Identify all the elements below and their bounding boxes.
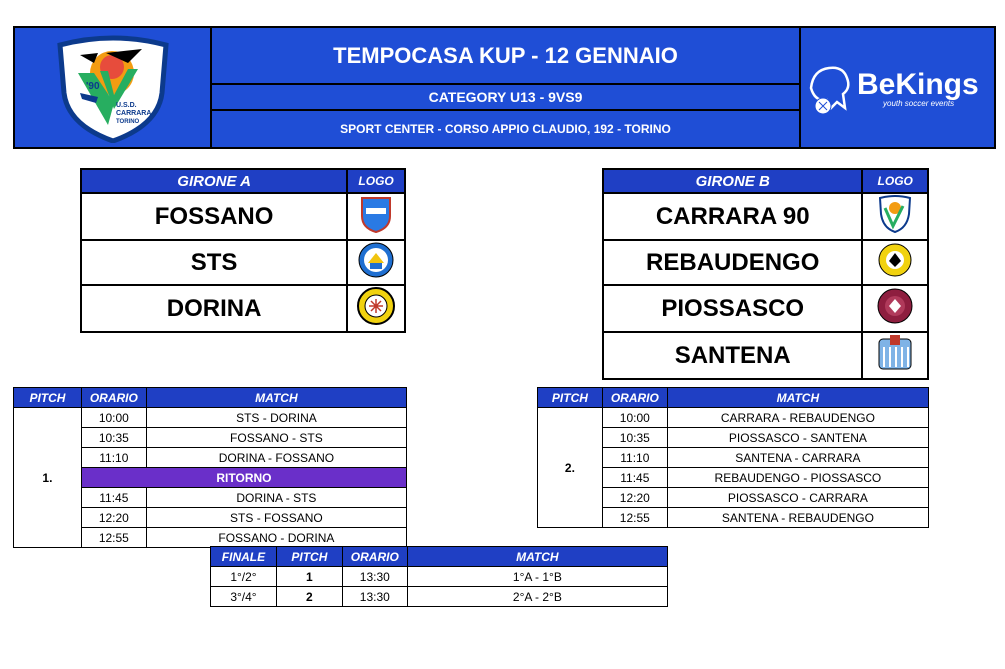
match-time: 10:00 [602,408,667,428]
match-row [14,408,407,428]
col-time: ORARIO [81,388,146,408]
match-teams: CARRARA - REBAUDENGO [667,408,928,428]
group-b-row [603,240,928,285]
group-a-title: GIRONE A [81,169,347,193]
svg-text:'90: '90 [85,80,100,92]
event-header [13,26,996,149]
team-name: DORINA [81,285,347,332]
group-b-title: GIRONE B [603,169,862,193]
match-teams: FOSSANO - STS [146,428,406,448]
brand-logo [799,28,994,147]
team-name: REBAUDENGO [603,240,862,285]
group-a-row [81,240,405,285]
match-teams: SANTENA - REBAUDENGO [667,508,928,528]
match-teams: STS - FOSSANO [146,508,406,528]
final-time: 13:30 [342,567,407,587]
col-match: MATCH [146,388,406,408]
schedule-pitch-2-table [537,387,929,528]
final-match: 2°A - 2°B [407,587,667,607]
match-time: 11:45 [602,468,667,488]
group-b-table [602,168,929,380]
col-time: ORARIO [342,547,407,567]
match-teams: FOSSANO - DORINA [146,528,406,548]
group-b-row [603,193,928,240]
group-b-row [603,285,928,332]
pitch-number: 1. [14,408,82,548]
group-b-row [603,332,928,379]
bekings-lion-icon [803,58,993,118]
svg-text:CARRARA: CARRARA [115,109,151,117]
rebaudengo-crest-icon [862,240,928,285]
event-category: CATEGORY U13 - 9VS9 [212,85,799,111]
group-a-row [81,285,405,332]
match-time: 11:10 [602,448,667,468]
group-b-logo-header: LOGO [862,169,928,193]
group-a-logo-header: LOGO [347,169,405,193]
group-a-table [80,168,406,333]
match-time: 12:55 [81,528,146,548]
varano-academy-crest-icon [347,285,405,332]
team-name: PIOSSASCO [603,285,862,332]
team-name: CARRARA 90 [603,193,862,240]
match-time: 11:45 [81,488,146,508]
final-match: 1°A - 1°B [407,567,667,587]
team-name: STS [81,240,347,285]
match-time: 11:10 [81,448,146,468]
col-match: MATCH [667,388,928,408]
sts-crest-icon [347,240,405,285]
match-time: 10:35 [81,428,146,448]
final-row [211,587,668,607]
match-row [538,408,929,428]
match-time: 10:35 [602,428,667,448]
match-teams: SANTENA - CARRARA [667,448,928,468]
team-name: FOSSANO [81,193,347,240]
schedule-pitch-1-table [13,387,407,548]
match-time: 12:55 [602,508,667,528]
santena-crest-icon [862,332,928,379]
match-teams: STS - DORINA [146,408,406,428]
pitch-number: 2. [538,408,603,528]
match-time: 12:20 [602,488,667,508]
carrara-shield-icon [50,33,176,143]
team-name: SANTENA [603,332,862,379]
final-placement: 3°/4° [211,587,277,607]
col-match: MATCH [407,547,667,567]
match-teams: PIOSSASCO - SANTENA [667,428,928,448]
club-logo [15,28,212,147]
svg-text:BeKings: BeKings [856,67,979,101]
ritorno-label: RITORNO [81,468,406,488]
col-pitch: PITCH [276,547,342,567]
final-row [211,567,668,587]
match-teams: DORINA - STS [146,488,406,508]
col-final: FINALE [211,547,277,567]
match-teams: REBAUDENGO - PIOSSASCO [667,468,928,488]
match-teams: DORINA - FOSSANO [146,448,406,468]
final-placement: 1°/2° [211,567,277,587]
col-pitch: PITCH [538,388,603,408]
svg-text:youth soccer events: youth soccer events [882,98,954,108]
col-time: ORARIO [602,388,667,408]
final-pitch: 1 [276,567,342,587]
match-time: 12:20 [81,508,146,528]
event-venue: SPORT CENTER - CORSO APPIO CLAUDIO, 192 - TORINO [340,122,671,136]
group-a-row [81,193,405,240]
svg-text:TORINO: TORINO [115,118,139,125]
final-pitch: 2 [276,587,342,607]
carrara-crest-icon [862,193,928,240]
col-pitch: PITCH [14,388,82,408]
event-title: TEMPOCASA KUP - 12 GENNAIO [212,28,799,85]
match-time: 10:00 [81,408,146,428]
finals-table [210,546,668,607]
final-time: 13:30 [342,587,407,607]
piossasco-crest-icon [862,285,928,332]
svg-text:U.S.D.: U.S.D. [115,101,137,109]
fossano-crest-icon [347,193,405,240]
match-teams: PIOSSASCO - CARRARA [667,488,928,508]
